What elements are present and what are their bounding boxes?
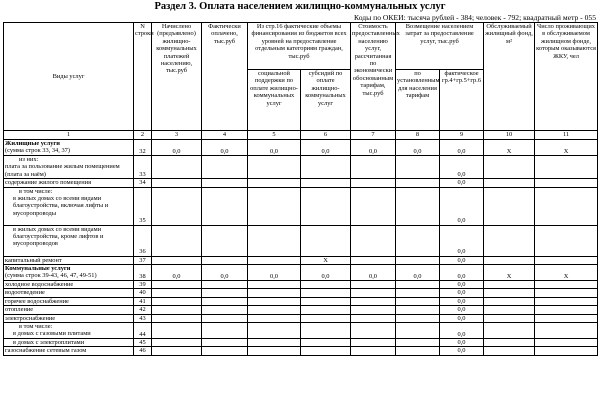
- cell-empty: [301, 323, 351, 339]
- cell-empty: [152, 314, 202, 322]
- row-label-text: в жилых домах со всеми видами благоустройства, кроме лифтов и мусоропроводов: [13, 225, 104, 248]
- cell-empty: [484, 179, 535, 187]
- cell-empty: [535, 225, 598, 256]
- table-row: [4, 314, 598, 322]
- cell-actual: 0,0: [440, 347, 484, 355]
- row-number: 39: [134, 281, 152, 289]
- cell-charged: 0,0: [152, 265, 202, 281]
- table-row: [4, 347, 598, 355]
- cell-empty: [202, 281, 248, 289]
- cell-empty: [396, 179, 440, 187]
- cell-actual: 0,0: [440, 297, 484, 305]
- table-row: [4, 179, 598, 187]
- cell-empty: [152, 339, 202, 347]
- cell-empty: [535, 289, 598, 297]
- cell-empty: [301, 347, 351, 355]
- row-label: [4, 187, 134, 225]
- okei-codes: Коды по ОКЕИ: тысяча рублей - 384; человек - 792; квадратный метр - 055: [354, 13, 596, 22]
- cell-empty: [351, 256, 396, 264]
- cell-actual: 0,0: [440, 314, 484, 322]
- cell-empty: [152, 289, 202, 297]
- cell-empty: [152, 156, 202, 179]
- header-housing-stock: Обслуживаемый жилищный фонд, м²: [484, 23, 535, 131]
- table-row: [4, 297, 598, 305]
- column-number: 2: [134, 131, 152, 140]
- column-number: 9: [440, 131, 484, 140]
- cell-empty: [351, 306, 396, 314]
- row-label: горячее водоснабжение: [4, 297, 134, 305]
- cell-empty: [396, 256, 440, 264]
- cell-empty: [351, 347, 396, 355]
- row-label: электроснабжение: [4, 314, 134, 322]
- row-number: 37: [134, 256, 152, 264]
- cell-empty: [202, 306, 248, 314]
- cell-empty: [301, 225, 351, 256]
- cell-subsidies: 0,0: [301, 265, 351, 281]
- cell-empty: [484, 281, 535, 289]
- header-subsidies: субсидий по оплате жилищно-коммунальных услуг: [301, 70, 351, 131]
- cell-cost: 0,0: [351, 265, 396, 281]
- cell-empty: [248, 323, 301, 339]
- row-number: 35: [134, 187, 152, 225]
- cell-social-support: 0,0: [248, 265, 301, 281]
- cell-actual: 0,0: [440, 156, 484, 179]
- cell-actual: 0,0: [440, 187, 484, 225]
- cell-empty: [535, 314, 598, 322]
- cell-empty: [396, 281, 440, 289]
- cell-empty: [248, 281, 301, 289]
- cell-empty: [484, 289, 535, 297]
- header-residents: Число проживающих в обслуживаемом жилищном фонде, которым оказываются ЖКУ, чел: [535, 23, 598, 131]
- cell-housing-stock: X: [484, 265, 535, 281]
- row-label-text: в домах с электроплитами: [13, 339, 85, 347]
- cell-empty: [202, 225, 248, 256]
- table-row: [4, 225, 598, 256]
- row-number: 42: [134, 306, 152, 314]
- row-label: [4, 140, 134, 156]
- cell-empty: [396, 156, 440, 179]
- cell-actual: 0,0: [440, 339, 484, 347]
- header-line-number: N строки: [134, 23, 152, 131]
- cell-empty: [202, 347, 248, 355]
- row-number: 41: [134, 297, 152, 305]
- cell-actual: 0,0: [440, 265, 484, 281]
- cell-actual: 0,0: [440, 256, 484, 264]
- row-label-prefix: в том числе:: [19, 187, 53, 195]
- cell-empty: [152, 281, 202, 289]
- column-number: 6: [301, 131, 351, 140]
- cell-empty: [484, 225, 535, 256]
- cell-empty: [535, 256, 598, 264]
- row-label-text: в домах с газовыми плитами: [13, 330, 91, 338]
- cell-actual: 0,0: [440, 140, 484, 156]
- cell-empty: [396, 297, 440, 305]
- header-budget-funding: Из стр.16 фактические объемы финансирования из бюджетов всех уровней на предоставление отдельным категориям граждан, тыс.руб: [248, 23, 351, 70]
- cell-empty: [248, 347, 301, 355]
- cell-empty: [248, 297, 301, 305]
- column-number: 5: [248, 131, 301, 140]
- section-title: Раздел 3. Оплата населением жилищно-коммунальных услуг: [154, 1, 446, 12]
- cell-empty: [248, 306, 301, 314]
- cell-empty: [484, 306, 535, 314]
- cell-empty: [202, 289, 248, 297]
- cell-subsidies: 0,0: [301, 140, 351, 156]
- row-label: газоснабжение сетевым газом: [4, 347, 134, 355]
- cell-empty: [152, 323, 202, 339]
- header-service-kind: Виды услуг: [4, 23, 134, 131]
- row-label-text: в жилых домах со всеми видами благоустройства, включая лифты и мусоропроводы: [13, 195, 109, 217]
- row-label-prefix: в том числе:: [19, 323, 53, 331]
- row-number: 36: [134, 225, 152, 256]
- cell-empty: [301, 297, 351, 305]
- payments-table: [3, 22, 598, 356]
- cell-empty: [301, 339, 351, 347]
- cell-empty: [484, 156, 535, 179]
- cell-empty: [535, 323, 598, 339]
- row-number: 38: [134, 265, 152, 281]
- cell-empty: [351, 187, 396, 225]
- cell-empty: [535, 187, 598, 225]
- cell-empty: [301, 306, 351, 314]
- column-number: 7: [351, 131, 396, 140]
- cell-empty: [152, 187, 202, 225]
- row-number: 44: [134, 323, 152, 339]
- row-label-title: Коммунальные услуги: [5, 265, 71, 273]
- cell-empty: [301, 187, 351, 225]
- table-row: [4, 281, 598, 289]
- column-number: 11: [535, 131, 598, 140]
- cell-empty: [351, 179, 396, 187]
- row-label: [4, 156, 134, 179]
- cell-empty: [248, 256, 301, 264]
- cell-residents: X: [535, 140, 598, 156]
- cell-empty: [351, 281, 396, 289]
- row-label: [4, 339, 134, 347]
- header-actual: фактическое гр.4+гр.5+гр.6: [440, 70, 484, 131]
- cell-empty: [301, 179, 351, 187]
- cell-actual: 0,0: [440, 323, 484, 339]
- row-label: холодное водоснабжение: [4, 281, 134, 289]
- cell-empty: [484, 323, 535, 339]
- cell-empty: [351, 289, 396, 297]
- cell-empty: [535, 306, 598, 314]
- cell-empty: [152, 306, 202, 314]
- cell-empty: [248, 289, 301, 297]
- cell-empty: [248, 187, 301, 225]
- header-reimbursement: Возмещение населением затрат за предоставление услуг, тыс.руб: [396, 23, 484, 70]
- column-number: 1: [4, 131, 134, 140]
- cell-empty: [152, 347, 202, 355]
- row-number: 43: [134, 314, 152, 322]
- table-row: [4, 140, 598, 156]
- cell-actual: 0,0: [440, 281, 484, 289]
- cell-actual: 0,0: [440, 306, 484, 314]
- column-number: 10: [484, 131, 535, 140]
- table-row: [4, 156, 598, 179]
- cell-empty: [535, 179, 598, 187]
- cell-empty: [535, 347, 598, 355]
- row-label: капитальный ремонт: [4, 256, 134, 264]
- cell-empty: [484, 314, 535, 322]
- cell-empty: [248, 179, 301, 187]
- cell-empty: [202, 187, 248, 225]
- cell-residents: X: [535, 265, 598, 281]
- cell-empty: [248, 314, 301, 322]
- column-number: 3: [152, 131, 202, 140]
- cell-empty: [396, 347, 440, 355]
- cell-actual: 0,0: [440, 225, 484, 256]
- cell-cost: 0,0: [351, 140, 396, 156]
- cell-empty: [202, 297, 248, 305]
- header-paid: Фактически оплачено, тыс.руб: [202, 23, 248, 131]
- row-number: 46: [134, 347, 152, 355]
- cell-empty: [301, 289, 351, 297]
- cell-empty: [301, 314, 351, 322]
- cell-empty: [152, 256, 202, 264]
- cell-empty: [248, 225, 301, 256]
- cell-subsidies: X: [301, 256, 351, 264]
- cell-empty: [248, 339, 301, 347]
- cell-empty: [396, 323, 440, 339]
- header-row-top: [4, 23, 598, 70]
- column-number: 4: [202, 131, 248, 140]
- table-row: [4, 187, 598, 225]
- table-row: [4, 306, 598, 314]
- cell-actual: 0,0: [440, 289, 484, 297]
- cell-empty: [396, 289, 440, 297]
- cell-paid: 0,0: [202, 265, 248, 281]
- cell-empty: [301, 156, 351, 179]
- cell-empty: [535, 297, 598, 305]
- cell-empty: [351, 225, 396, 256]
- cell-empty: [152, 297, 202, 305]
- cell-actual: 0,0: [440, 179, 484, 187]
- cell-empty: [396, 225, 440, 256]
- table-row: [4, 323, 598, 339]
- column-numbers-row: [4, 131, 598, 140]
- row-label-sub: (сумма строк 33, 34, 37): [5, 147, 70, 155]
- row-label-text: плата за пользование жилым помещением (плата за наём): [5, 163, 120, 178]
- table-row: [4, 289, 598, 297]
- cell-paid: 0,0: [202, 140, 248, 156]
- cell-empty: [202, 156, 248, 179]
- cell-empty: [535, 339, 598, 347]
- cell-empty: [152, 179, 202, 187]
- cell-empty: [396, 339, 440, 347]
- cell-empty: [351, 314, 396, 322]
- cell-established: 0,0: [396, 265, 440, 281]
- row-label: [4, 323, 134, 339]
- row-label-prefix: из них:: [19, 156, 39, 163]
- cell-empty: [301, 281, 351, 289]
- cell-empty: [484, 339, 535, 347]
- cell-empty: [396, 306, 440, 314]
- cell-empty: [396, 187, 440, 225]
- cell-empty: [351, 297, 396, 305]
- row-label-title: Жилищные услуги: [5, 140, 60, 147]
- header-cost-economic-tariffs: Стоимость предоставленных населению услуг, рассчитанная по экономически обоснованным тарифам, тыс.руб: [351, 23, 396, 131]
- cell-empty: [351, 339, 396, 347]
- row-number: 34: [134, 179, 152, 187]
- cell-empty: [202, 323, 248, 339]
- row-number: 32: [134, 140, 152, 156]
- row-label: водоотведение: [4, 289, 134, 297]
- cell-empty: [484, 347, 535, 355]
- cell-empty: [535, 281, 598, 289]
- table-row: [4, 339, 598, 347]
- cell-charged: 0,0: [152, 140, 202, 156]
- cell-established: 0,0: [396, 140, 440, 156]
- row-number: 45: [134, 339, 152, 347]
- cell-empty: [202, 179, 248, 187]
- cell-social-support: 0,0: [248, 140, 301, 156]
- table-row: [4, 265, 598, 281]
- cell-empty: [202, 314, 248, 322]
- table-row: [4, 256, 598, 264]
- cell-empty: [484, 256, 535, 264]
- cell-empty: [248, 156, 301, 179]
- row-label: отопление: [4, 306, 134, 314]
- column-number: 8: [396, 131, 440, 140]
- row-label: содержание жилого помещения: [4, 179, 134, 187]
- cell-empty: [202, 339, 248, 347]
- cell-empty: [202, 256, 248, 264]
- header-social-support: социальной поддержки по оплате жилищно-коммунальных услуг: [248, 70, 301, 131]
- cell-empty: [396, 314, 440, 322]
- cell-empty: [484, 297, 535, 305]
- cell-empty: [351, 323, 396, 339]
- row-number: 40: [134, 289, 152, 297]
- cell-housing-stock: X: [484, 140, 535, 156]
- header-established-tariffs: по установленным для населения тарифам: [396, 70, 440, 131]
- row-label: [4, 265, 134, 281]
- cell-empty: [484, 187, 535, 225]
- cell-empty: [351, 156, 396, 179]
- header-charged: Начислено (предъявлено) жилищно-коммунальных платежей населению, тыс.руб: [152, 23, 202, 131]
- cell-empty: [152, 225, 202, 256]
- row-number: 33: [134, 156, 152, 179]
- row-label: [4, 225, 134, 256]
- row-label-sub: (сумма строк 39-43, 46, 47, 49-51): [5, 272, 97, 280]
- cell-empty: [535, 156, 598, 179]
